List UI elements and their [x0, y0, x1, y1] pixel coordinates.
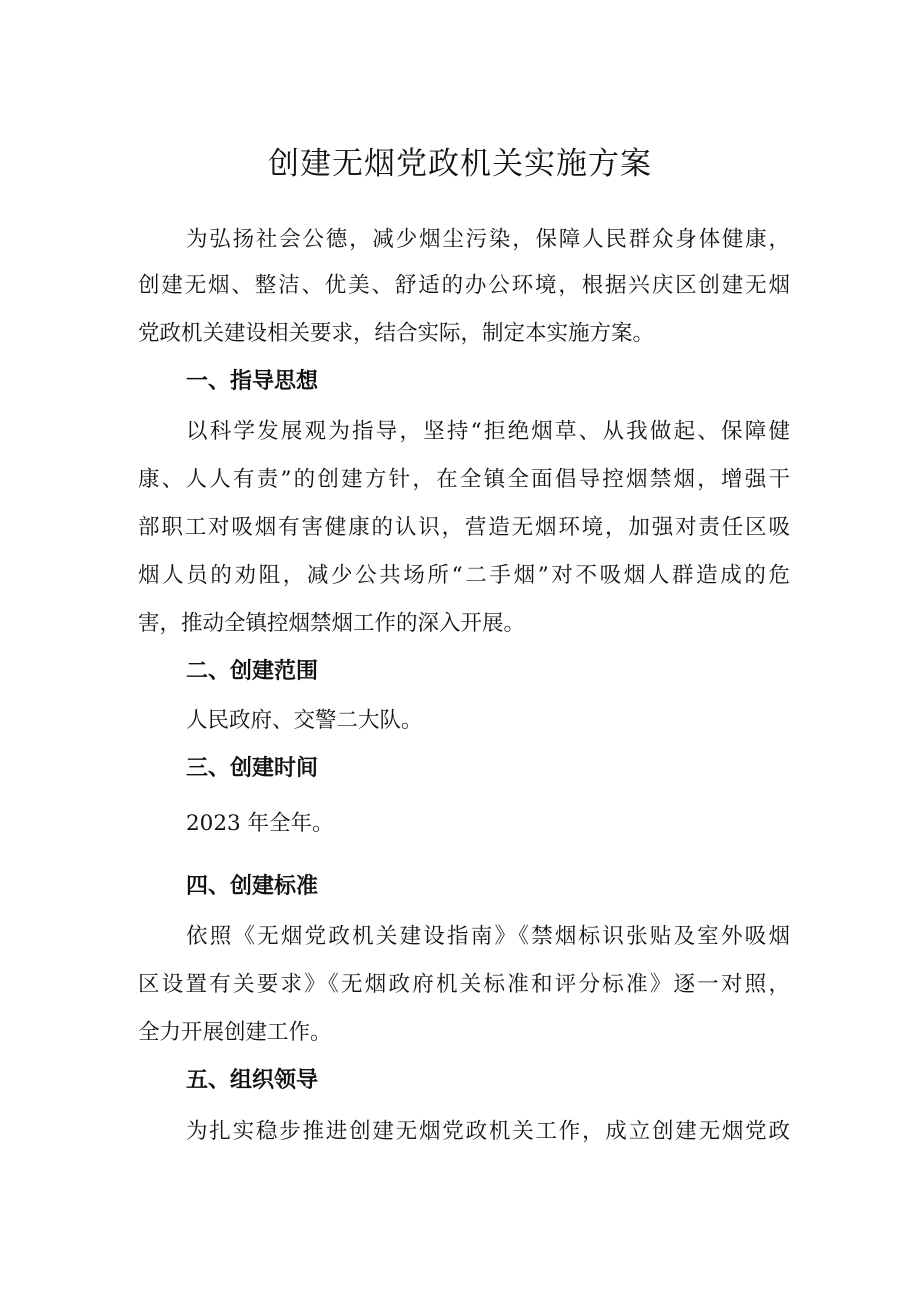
- intro-line-1: 为弘扬社会公德，减少烟尘污染，保障人民群众身体健康，: [186, 227, 790, 252]
- section-4-line-2: 区设置有关要求》《无烟政府机关标准和评分标准》逐一对照，: [138, 972, 790, 997]
- section-heading-scope: 二、创建范围: [186, 659, 319, 684]
- section-1-line-4: 烟人员的劝阻，减少公共场所“二手烟”对不吸烟人群造成的危: [138, 563, 790, 588]
- section-5-line-1: 为扎实稳步推进创建无烟党政机关工作，成立创建无烟党政: [186, 1119, 790, 1144]
- section-1-line-3: 部职工对吸烟有害健康的认识，营造无烟环境，加强对责任区吸: [138, 515, 790, 540]
- section-2-line-1: 人民政府、交警二大队。: [186, 708, 423, 733]
- section-1-line-2: 康、人人有责”的创建方针，在全镇全面倡导控烟禁烟，增强干: [138, 467, 790, 492]
- section-4-line-3: 全力开展创建工作。: [138, 1020, 332, 1045]
- section-heading-organization: 五、组织领导: [186, 1068, 319, 1093]
- section-1-line-1: 以科学发展观为指导，坚持“拒绝烟草、从我做起、保障健: [186, 419, 790, 444]
- intro-line-2: 创建无烟、整洁、优美、舒适的办公环境，根据兴庆区创建无烟: [138, 273, 790, 298]
- document-title: 创建无烟党政机关实施方案: [268, 146, 652, 182]
- section-1-line-5: 害，推动全镇控烟禁烟工作的深入开展。: [138, 611, 526, 636]
- intro-line-3: 党政机关建设相关要求，结合实际，制定本实施方案。: [138, 321, 655, 346]
- section-heading-time: 三、创建时间: [186, 756, 319, 781]
- section-4-line-1: 依照《无烟党政机关建设指南》《禁烟标识张贴及室外吸烟: [186, 924, 790, 949]
- section-3-line-1: 2023 年全年。: [186, 811, 334, 836]
- section-heading-standards: 四、创建标准: [186, 874, 319, 899]
- section-heading-guiding-ideology: 一、指导思想: [186, 369, 319, 394]
